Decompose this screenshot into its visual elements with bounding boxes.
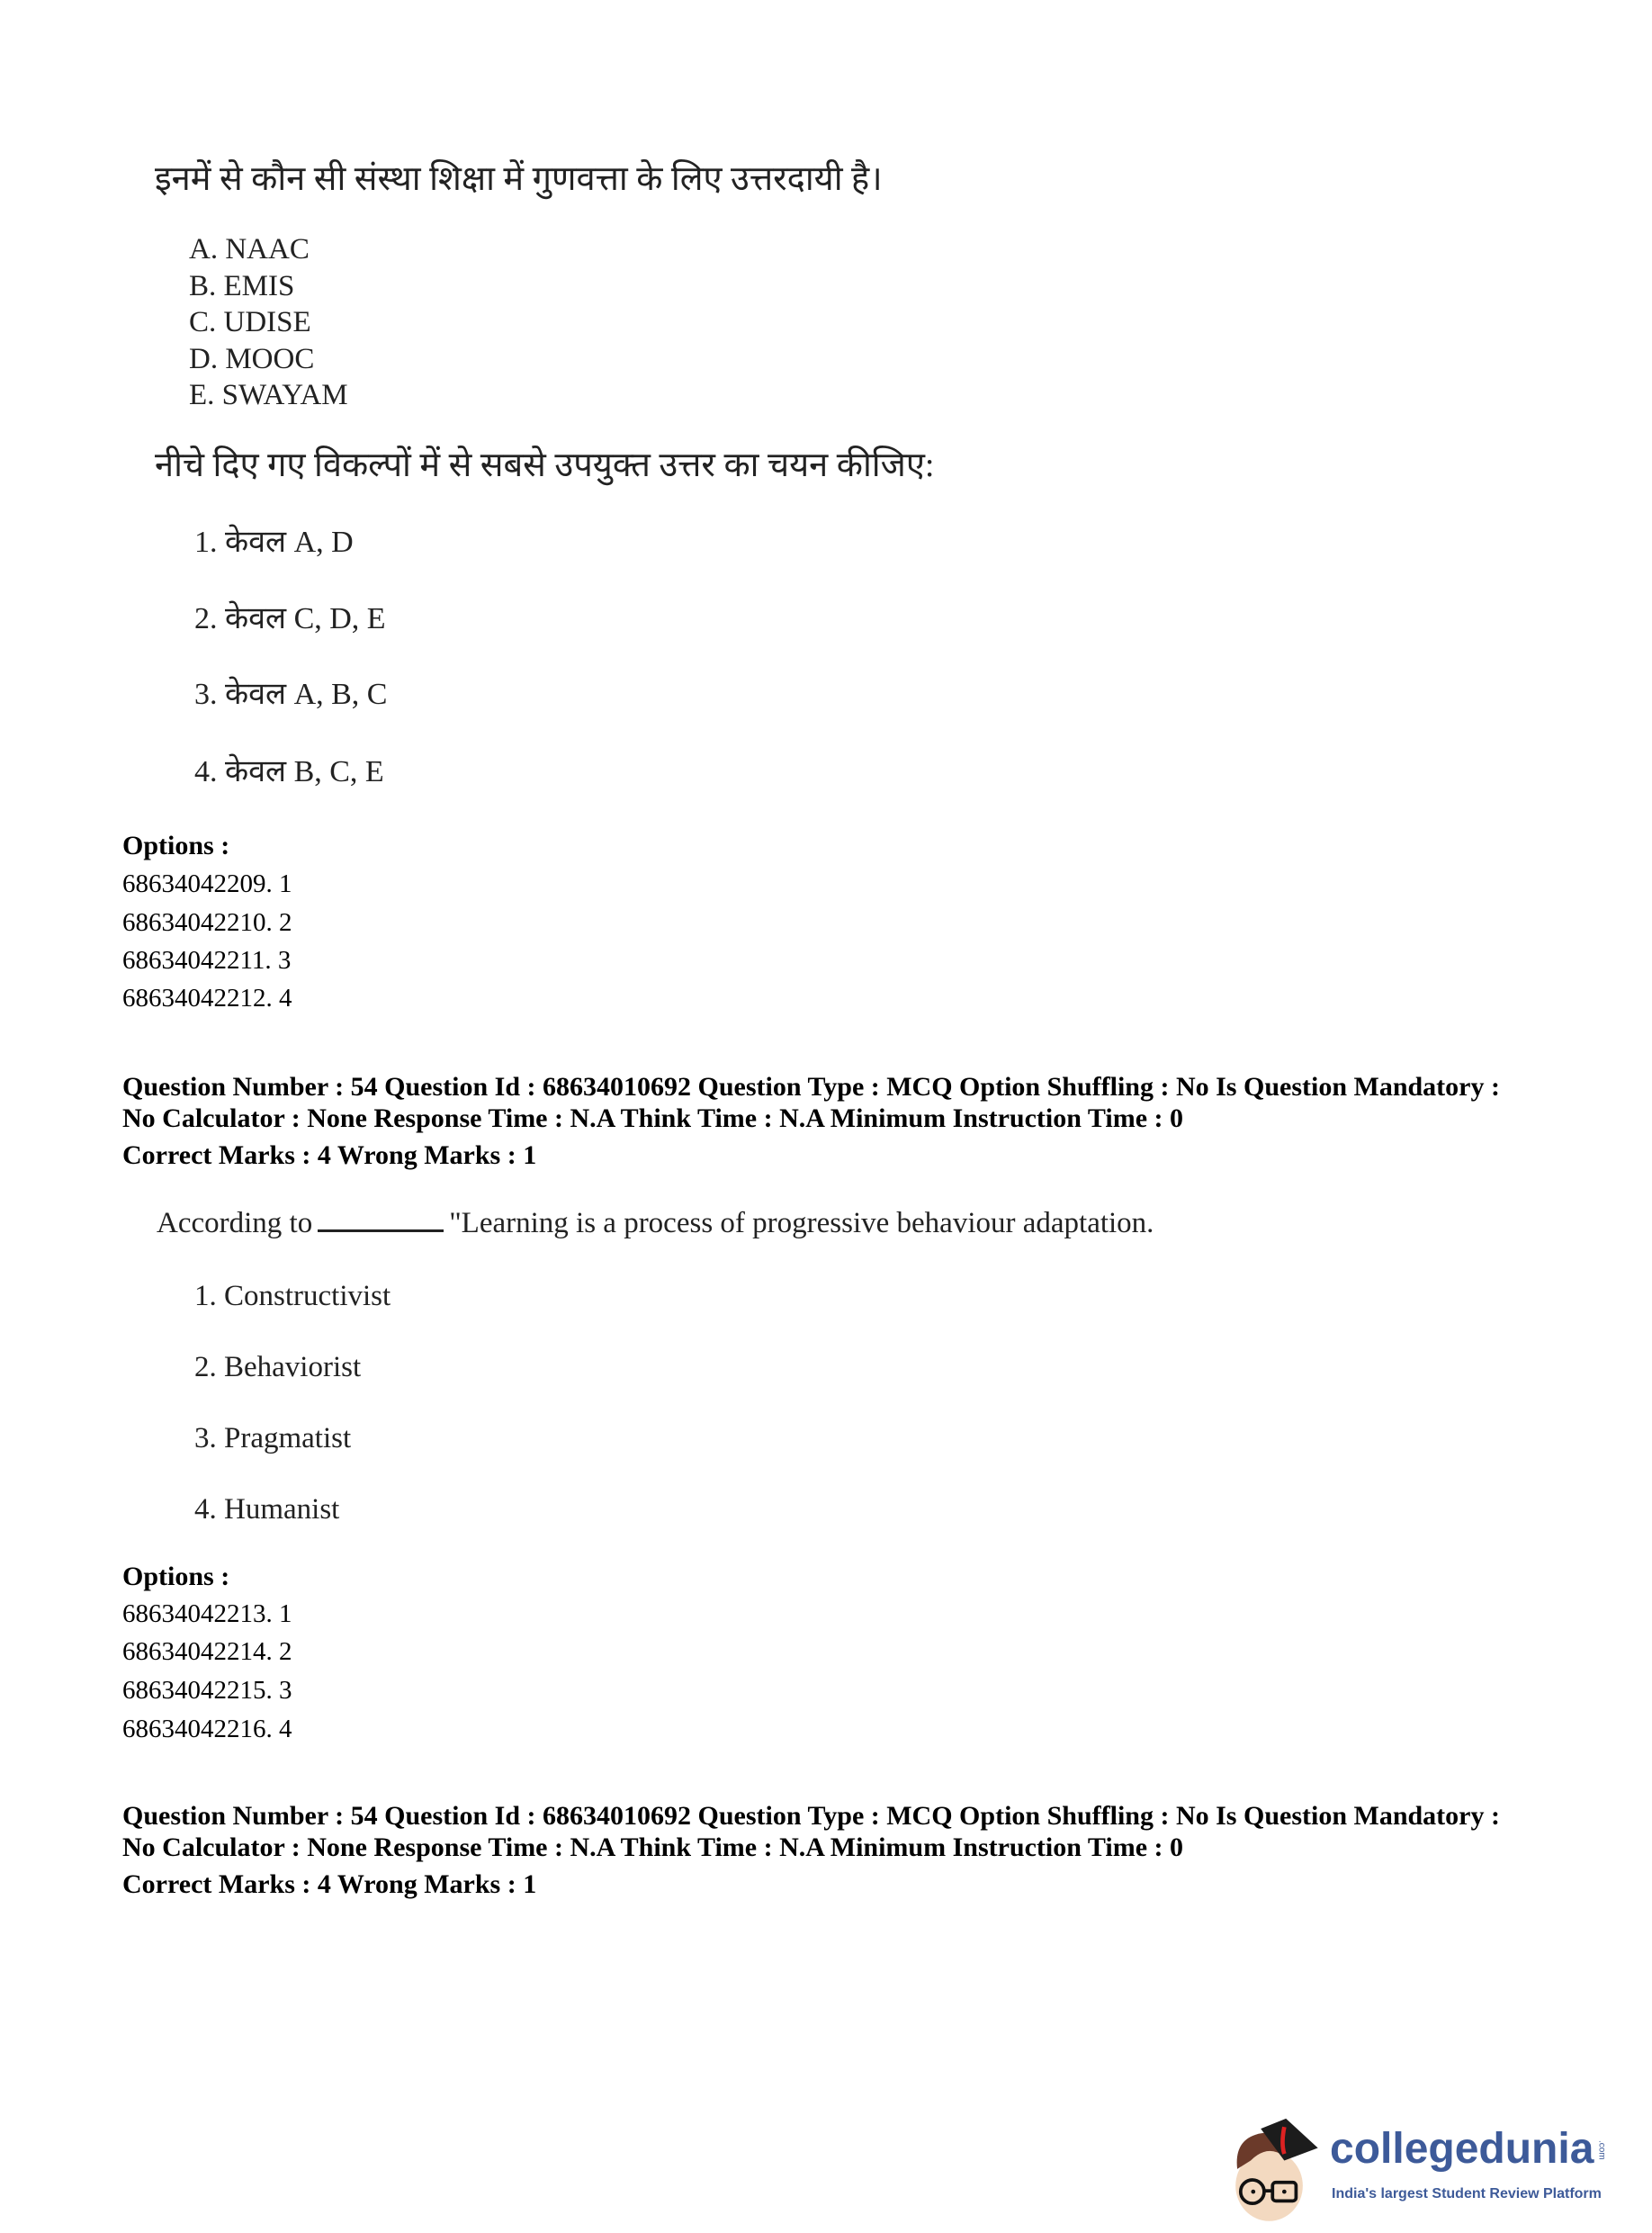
option-id: 68634042216. 4 xyxy=(122,1715,292,1743)
statement-d: D. MOOC xyxy=(189,343,315,375)
question-meta-line: Question Number : 54 Question Id : 68634010692 Question Type : MCQ Option Shuffling : No Is Question Mandatory : xyxy=(122,1801,1500,1831)
option-id: 68634042211. 3 xyxy=(122,946,292,975)
statement-b: B. EMIS xyxy=(189,270,295,302)
choice-2: 2. Behaviorist xyxy=(194,1351,362,1383)
question-meta-line: No Calculator : None Response Time : N.A Think Time : N.A Minimum Instruction Time : 0 xyxy=(122,1103,1183,1133)
option-id: 68634042215. 3 xyxy=(122,1676,292,1705)
blank-line xyxy=(318,1229,444,1232)
options-label: Options : xyxy=(122,831,230,860)
choice-1: 1. Constructivist xyxy=(194,1280,391,1312)
marks-line: Correct Marks : 4 Wrong Marks : 1 xyxy=(122,1140,537,1170)
question2-text xyxy=(157,1209,1154,1238)
option-id: 68634042210. 2 xyxy=(122,908,292,937)
marks-line: Correct Marks : 4 Wrong Marks : 1 xyxy=(122,1869,537,1899)
choice-4: 4. Humanist xyxy=(194,1493,340,1526)
statement-a: A. NAAC xyxy=(189,233,310,266)
question1-instruction: नीचे दिए गए विकल्पों में से सबसे उपयुक्त उत्तर का चयन कीजिए: xyxy=(155,446,935,484)
choice-1: 1. केवल A, D xyxy=(194,526,354,559)
statement-c: C. UDISE xyxy=(189,306,311,338)
logo-tagline: India's largest Student Review Platform xyxy=(1332,2186,1602,2201)
choice-4: 4. केवल B, C, E xyxy=(194,755,384,788)
logo-suffix: .com xyxy=(1596,2140,1607,2160)
question2-text-after: "Learning is a process of progressive behaviour adaptation. xyxy=(449,1207,1154,1239)
logo-wordmark xyxy=(1330,2125,1607,2173)
option-id: 68634042214. 2 xyxy=(122,1637,292,1666)
choice-2: 2. केवल C, D, E xyxy=(194,602,386,635)
options-label: Options : xyxy=(122,1562,230,1591)
question-meta-line: No Calculator : None Response Time : N.A Think Time : N.A Minimum Instruction Time : 0 xyxy=(122,1832,1183,1862)
question1-text: इनमें से कौन सी संस्था शिक्षा में गुणवत्ता के लिए उत्तरदायी है। xyxy=(155,160,883,198)
collegedunia-logo xyxy=(1226,2106,1652,2228)
option-id: 68634042212. 4 xyxy=(122,984,292,1013)
choice-3: 3. केवल A, B, C xyxy=(194,678,388,711)
option-id: 68634042213. 1 xyxy=(122,1599,292,1628)
question2-text-before: According to xyxy=(157,1207,313,1239)
statement-e: E. SWAYAM xyxy=(189,379,348,411)
question-meta-line: Question Number : 54 Question Id : 68634010692 Question Type : MCQ Option Shuffling : No Is Question Mandatory : xyxy=(122,1072,1500,1102)
student-mascot-icon xyxy=(1226,2106,1326,2228)
option-id: 68634042209. 1 xyxy=(122,869,292,898)
logo-brand: collegedunia xyxy=(1330,2125,1594,2173)
choice-3: 3. Pragmatist xyxy=(194,1422,352,1454)
